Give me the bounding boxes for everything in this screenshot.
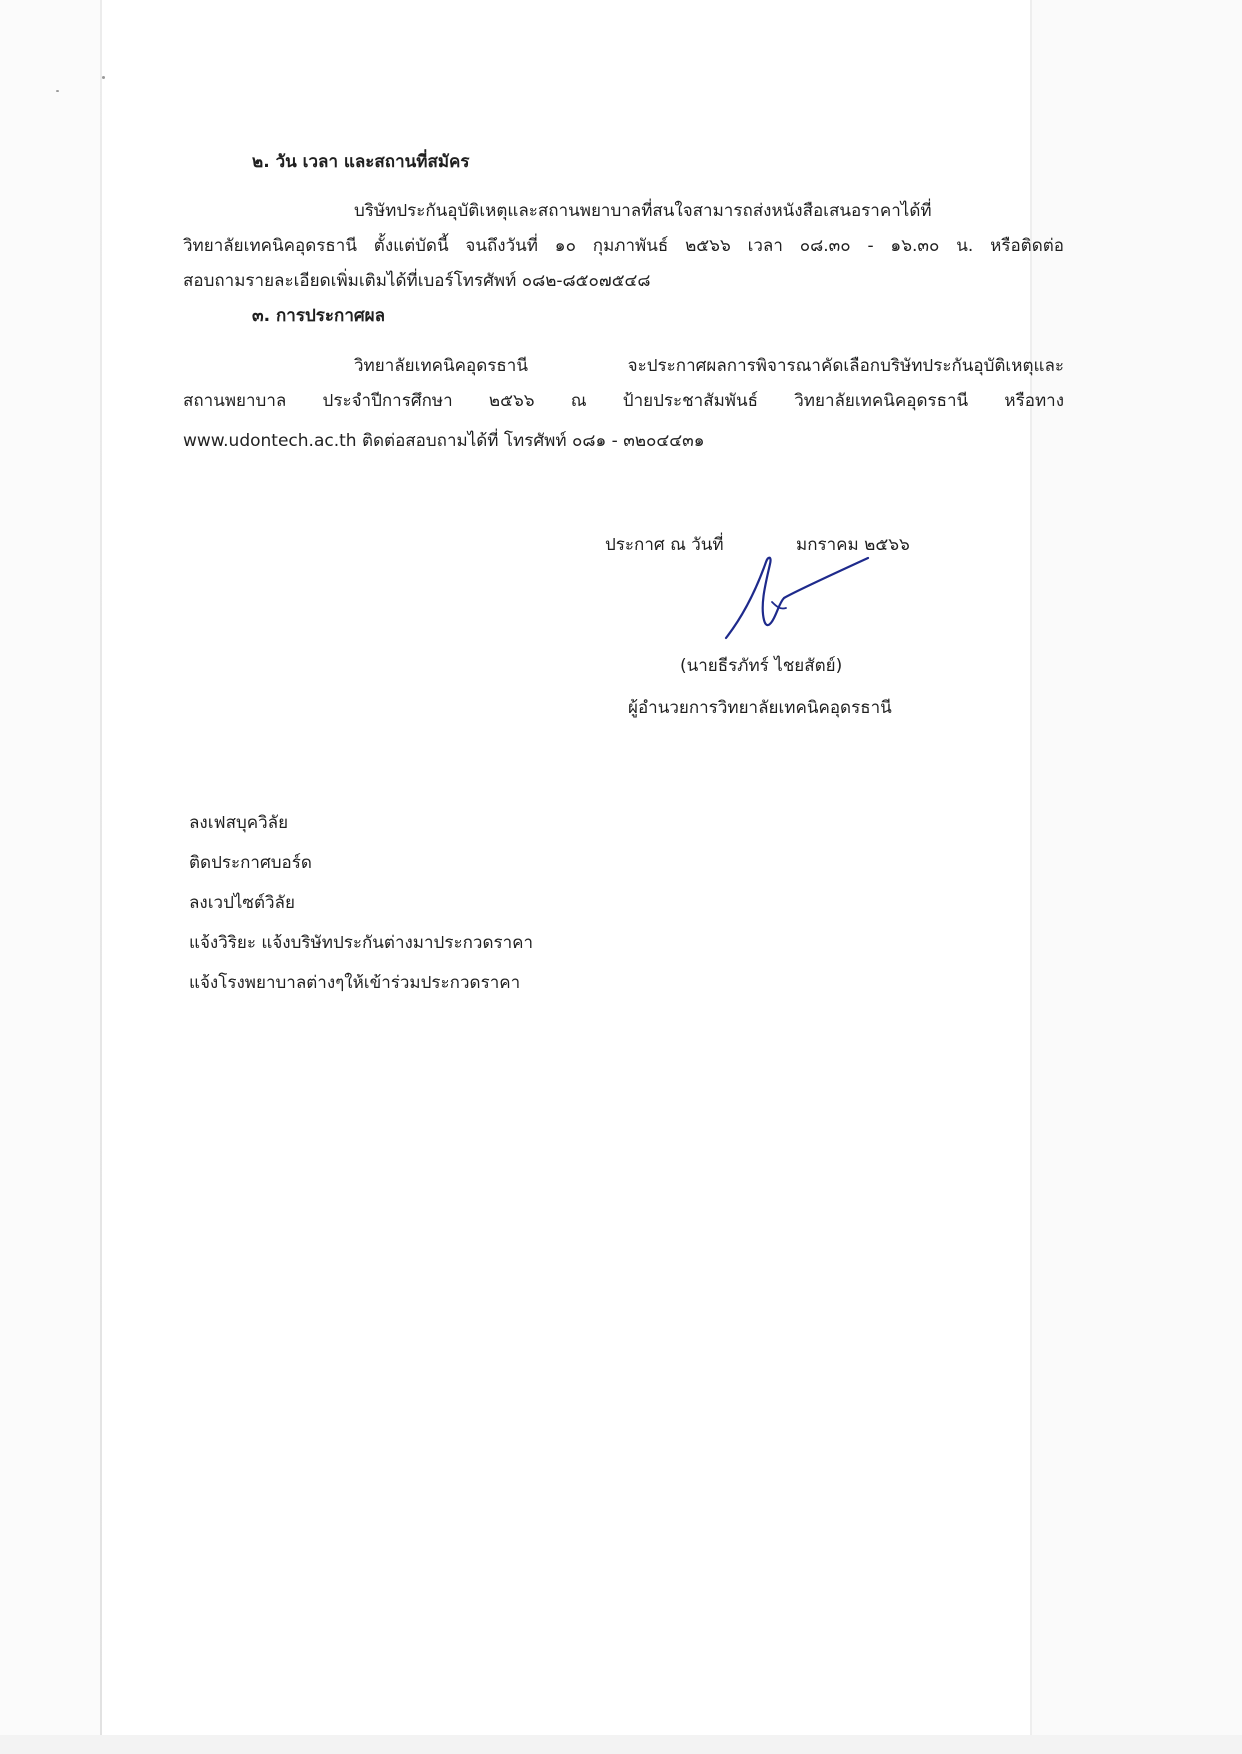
signatory-name: (นายธีรภัทร์ ไชยสัตย์) [680,656,843,676]
distribution-item: ลงเวปไซต์วิลัย [189,893,295,913]
scan-speck [102,76,105,79]
signatory-title: ผู้อำนวยการวิทยาลัยเทคนิคอุดรธานี [628,698,892,718]
scan-edge-line-left [100,0,102,1754]
section-2-paragraph-line-2: วิทยาลัยเทคนิคอุดรธานี ตั้งแต่บัดนี้ จนถึงวันที่ ๑๐ กุมภาพันธ์ ๒๕๖๖ เวลา ๐๘.๓๐ - ๑๖.๓๐ น. หรือติดต่อ [183,236,1064,256]
contact-phone-text: ติดต่อสอบถามได้ที่ โทรศัพท์ ๐๘๑ - ๓๒๐๔๔๓๑ [356,431,705,451]
section-3-paragraph-line-1: วิทยาลัยเทคนิคอุดรธานี จะประกาศผลการพิจารณาคัดเลือกบริษัทประกันอุบัติเหตุและ [354,356,1064,376]
distribution-item: แจ้งโรงพยาบาลต่างๆให้เข้าร่วมประกวดราคา [189,973,521,993]
scan-speck [56,90,59,92]
section-3-heading: ๓. การประกาศผล [252,306,386,326]
scan-margin-right [1032,0,1242,1754]
section-2-heading: ๒. วัน เวลา และสถานที่สมัคร [252,152,470,172]
section-3-paragraph-line-3 [183,429,705,453]
announcement-date-suffix: มกราคม ๒๕๖๖ [796,535,910,555]
section-2-paragraph-line-3: สอบถามรายละเอียดเพิ่มเติมได้ที่เบอร์โทรศัพท์ ๐๘๒-๘๕๐๗๕๔๘ [183,271,651,291]
scan-edge-line-right [1030,0,1032,1754]
distribution-item: ติดประกาศบอร์ด [189,853,312,873]
scan-margin-left [0,0,100,1754]
announcement-date-prefix: ประกาศ ณ วันที่ [605,535,724,555]
section-2-paragraph-line-1: บริษัทประกันอุบัติเหตุและสถานพยาบาลที่สนใจสามารถส่งหนังสือเสนอราคาได้ที่ [354,201,932,221]
distribution-item: ลงเฟสบุควิลัย [189,813,289,833]
website-link[interactable]: www.udontech.ac.th [183,431,357,451]
scan-margin-bottom [0,1735,1242,1754]
distribution-item: แจ้งวิริยะ แจ้งบริษัทประกันต่างมาประกวดราคา [189,933,534,953]
section-3-paragraph-line-2: สถานพยาบาล ประจำปีการศึกษา ๒๕๖๖ ณ ป้ายประชาสัมพันธ์ วิทยาลัยเทคนิคอุดรธานี หรือทาง [183,391,1064,411]
handwritten-signature [720,552,870,642]
